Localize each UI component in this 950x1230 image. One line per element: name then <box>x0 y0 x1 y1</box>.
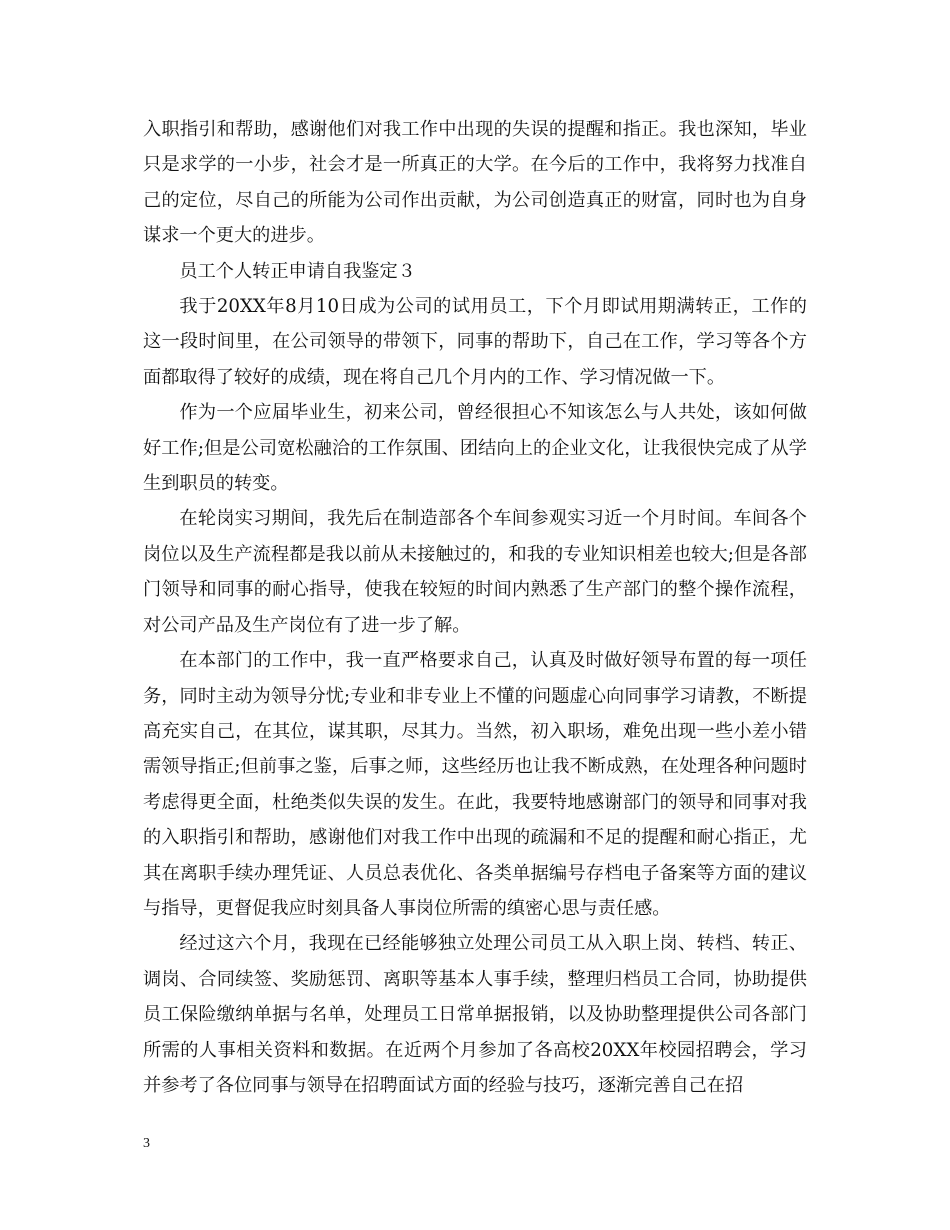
paragraph-1: 入职指引和帮助，感谢他们对我工作中出现的失误的提醒和指正。我也深知，毕业只是求学的一小步，社会才是一所真正的大学。在今后的工作中，我将努力找准自己的定位，尽自己的所能为公司作出贡献，为公司创造真正的财富，同时也为自身谋求一个更大的进步。 <box>143 119 807 247</box>
page-number: 3 <box>143 1136 150 1151</box>
paragraph-7: 经过这六个月，我现在已经能够独立处理公司员工从入职上岗、转档、转正、调岗、合同续签、奖励惩罚、离职等基本人事手续，整理归档员工合同，协助提供员工保险缴纳单据与名单，处理员工日常单据报销，以及协助整理提供公司各部门所需的人事相关资料和数据。在近两个月参加了各高校20XX年校园招聘会，学习并参考了各位同事与领导在招聘面试方面的经验与技巧，逐渐完善自己在招 <box>143 933 807 1096</box>
paragraph-4: 作为一个应届毕业生，初来公司，曾经很担心不知该怎么与人共处，该如何做好工作;但是公司宽松融洽的工作氛围、团结向上的企业文化，让我很快完成了从学生到职员的转变。 <box>143 402 807 495</box>
paragraph-5: 在轮岗实习期间，我先后在制造部各个车间参观实习近一个月时间。车间各个岗位以及生产流程都是我以前从未接触过的，和我的专业知识相差也较大;但是各部门领导和同事的耐心指导，使我在较短的时间内熟悉了生产部门的整个操作流程，对公司产品及生产岗位有了进一步了解。 <box>143 508 807 636</box>
paragraph-6: 在本部门的工作中，我一直严格要求自己，认真及时做好领导布置的每一项任务，同时主动为领导分忧;专业和非专业上不懂的问题虚心向同事学习请教，不断提高充实自己，在其位，谋其职，尽其力。当然，初入职场，难免出现一些小差小错需领导指正;但前事之鉴，后事之师，这些经历也让我不断成熟，在处理各种问题时考虑得更全面，杜绝类似失误的发生。在此，我要特地感谢部门的领导和同事对我的入职指引和帮助，感谢他们对我工作中出现的疏漏和不足的提醒和耐心指正，尤其在离职手续办理凭证、人员总表优化、各类单据编号存档电子备案等方面的建议与指导，更督促我应时刻具备人事岗位所需的缜密心思与责任感。 <box>143 650 807 919</box>
section-heading: 员工个人转正申请自我鉴定３ <box>179 260 416 282</box>
paragraph-3: 我于20XX年8月10日成为公司的试用员工，下个月即试用期满转正，工作的这一段时间里，在公司领导的带领下，同事的帮助下，自己在工作，学习等各个方面都取得了较好的成绩，现在将自己几个月内的工作、学习情况做一下。 <box>143 296 807 388</box>
document-body <box>143 112 807 1103</box>
